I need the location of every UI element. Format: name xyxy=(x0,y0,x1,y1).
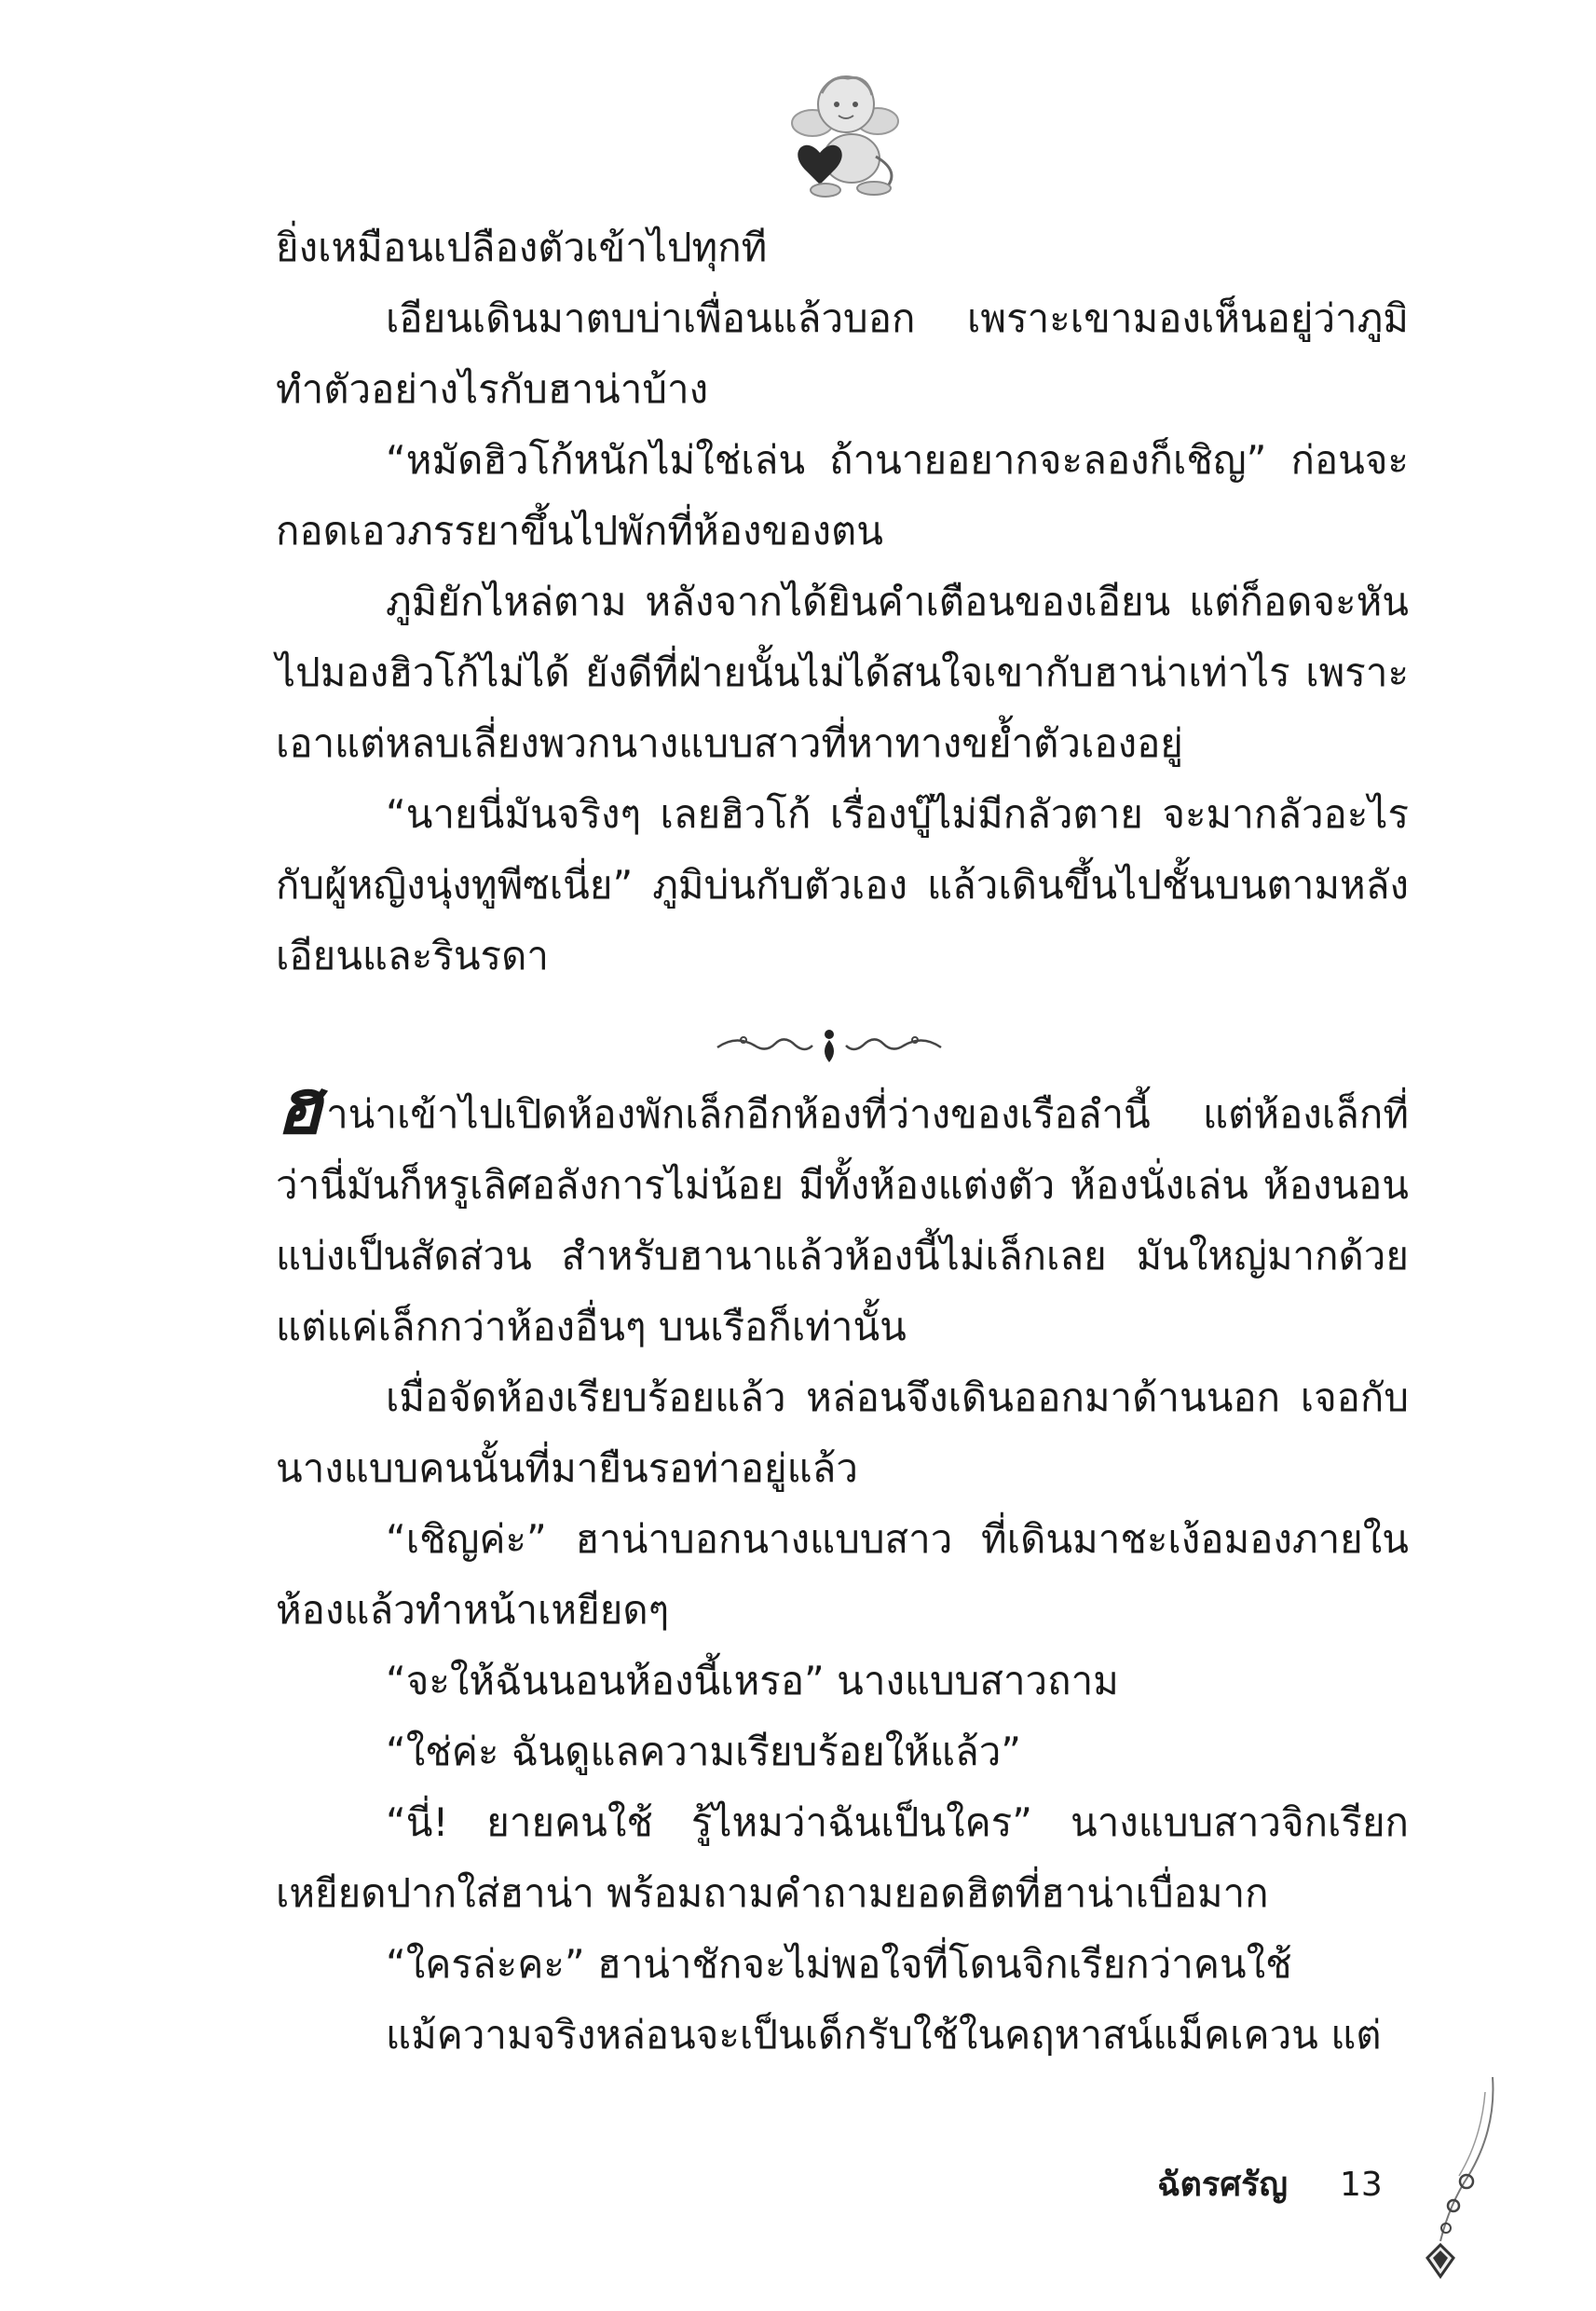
paragraph: ภูมิยักไหล่ตาม หลังจากได้ยินคำเตือนของเอียน แต่ก็อดจะหันไปมองฮิวโก้ไม่ได้ ยังดีที่ฝ่ายนั้นไม่ได้สนใจเขากับฮาน่าเท่าไร เพราะเอาแต่หลบเลี่ยงพวกนางแบบสาวที่หาทางขย้ำตัวเองอยู่ xyxy=(276,579,1409,766)
paragraph-with-dropcap xyxy=(276,1063,1409,1362)
paragraph-continuation: ยิ่งเหมือนเปลืองตัวเข้าไปทุกที xyxy=(276,225,768,270)
paragraph: “ใครล่ะคะ” ฮาน่าชักจะไม่พอใจที่โดนจิกเรียกว่าคนใช้ xyxy=(386,1941,1292,1987)
paragraph: “นี่! ยายคนใช้ รู้ไหมว่าฉันเป็นใคร” นางแบบสาวจิกเรียกเหยียดปากใส่ฮาน่า พร้อมถามคำถามยอดฮิตที่ฮาน่าเบื่อมาก xyxy=(276,1799,1409,1916)
scroll-ornament-icon xyxy=(708,1023,950,1068)
page-number: 13 xyxy=(1340,2166,1383,2204)
bottom-paragraphs xyxy=(276,1063,1409,2071)
paragraph: “ใช่ค่ะ ฉันดูแลความเรียบร้อยให้แล้ว” xyxy=(386,1729,1022,1774)
paragraph: เมื่อจัดห้องเรียบร้อยแล้ว หล่อนจึงเดินออกมาด้านนอก เจอกับนางแบบคนนั้นที่มายืนรอท่าอยู่แล้ว xyxy=(276,1374,1409,1491)
paragraph: “จะให้ฉันนอนห้องนี้เหรอ” นางแบบสาวถาม xyxy=(386,1658,1119,1703)
paragraph: “หมัดฮิวโก้หนักไม่ใช่เล่น ถ้านายอยากจะลองก็เชิญ” ก่อนจะกอดเอวภรรยาขึ้นไปพักที่ห้องของตน xyxy=(276,437,1409,554)
cherub-heart-icon xyxy=(784,67,906,198)
top-paragraphs xyxy=(276,212,1409,991)
paragraph: เอียนเดินมาตบบ่าเพื่อนแล้วบอก เพราะเขามองเห็นอยู่ว่าภูมิทำตัวอย่างไรกับฮาน่าบ้าง xyxy=(276,295,1409,412)
drop-cap: ฮ xyxy=(276,1063,323,1152)
dropcap-paragraph-text: าน่าเข้าไปเปิดห้องพักเล็กอีกห้องที่ว่างของเรือลำนี้ แต่ห้องเล็กที่ว่านี่มันก็หรูเลิศอลังการไม่น้อย มีทั้งห้องแต่งตัว ห้องนั่งเล่น ห้องนอนแบ่งเป็นสัดส่วน สำหรับฮานาแล้วห้องนี้ไม่เล็กเลย มันใหญ่มากด้วยแต่แค่เล็กกว่าห้องอื่นๆ บนเรือก็เท่านั้น xyxy=(276,1091,1409,1349)
footer-author: ฉัตรศรัญ xyxy=(1157,2166,1289,2204)
pendant-necklace-icon xyxy=(1403,2073,1506,2297)
paragraph: แม้ความจริงหล่อนจะเป็นเด็กรับใช้ในคฤหาสน์แม็คเควน แต่ xyxy=(386,2012,1382,2058)
paragraph: “นายนี่มันจริงๆ เลยฮิวโก้ เรื่องบู๊ไม่มีกลัวตาย จะมากลัวอะไรกับผู้หญิงนุ่งทูพีซเนี่ย” ภูมิบ่นกับตัวเอง แล้วเดินขึ้นไปชั้นบนตามหลังเอียนและรินรดา xyxy=(276,791,1409,978)
paragraph: “เชิญค่ะ” ฮาน่าบอกนางแบบสาว ที่เดินมาชะเง้อมองภายในห้องแล้วทำหน้าเหยียดๆ xyxy=(276,1516,1409,1633)
